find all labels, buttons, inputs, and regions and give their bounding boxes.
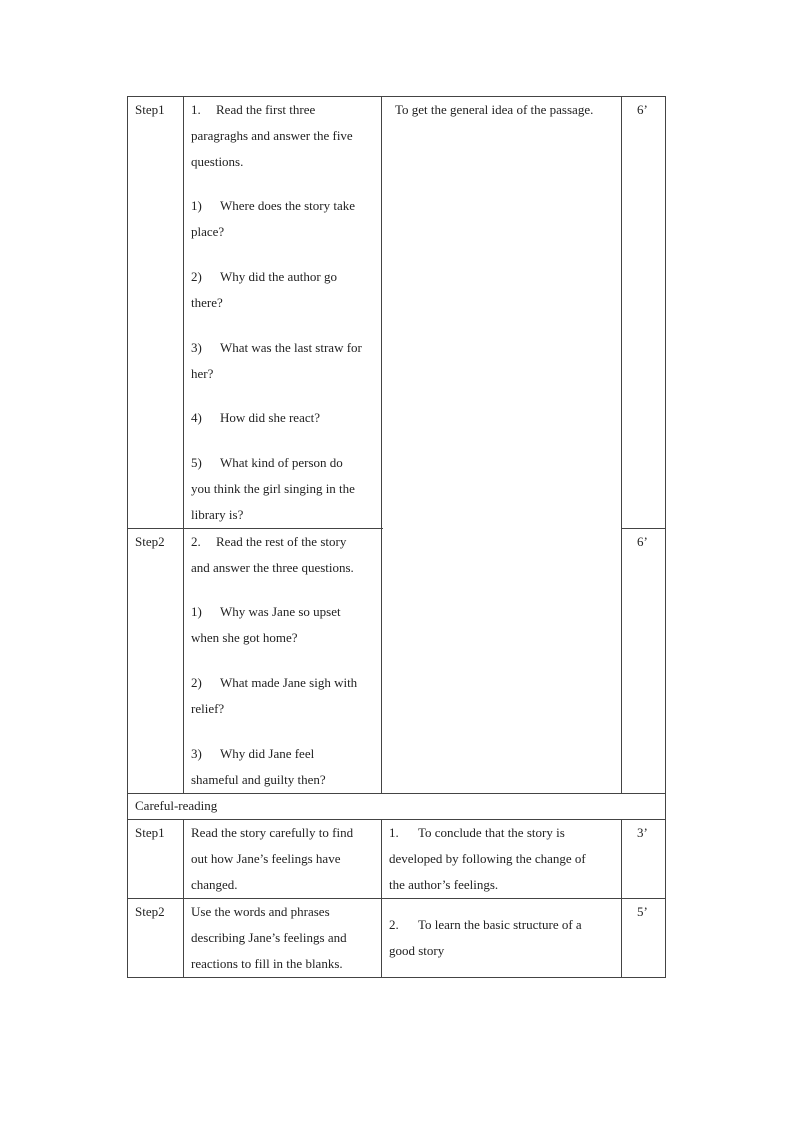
- list-number: 2): [191, 675, 202, 690]
- question-line: relief?: [191, 701, 225, 716]
- question-item: [191, 193, 355, 219]
- list-number: 4): [191, 410, 202, 425]
- question-line: Why did Jane feel: [220, 746, 315, 761]
- list-number: 5): [191, 455, 202, 470]
- question-item: [191, 264, 337, 290]
- purpose-text: To get the general idea of the passage.: [395, 102, 594, 117]
- column-divider: [183, 819, 184, 977]
- step-label: Step2: [135, 534, 165, 549]
- table-border-right: [665, 96, 666, 978]
- activity-line: and answer the three questions.: [191, 560, 354, 575]
- question-line: What kind of person do: [220, 455, 343, 470]
- step-label: Step1: [135, 825, 165, 840]
- question-line: when she got home?: [191, 630, 298, 645]
- activity-line: questions.: [191, 154, 244, 169]
- table-border-left: [127, 96, 128, 978]
- question-line: shameful and guilty then?: [191, 772, 326, 787]
- activity-line: describing Jane’s feelings and: [191, 930, 347, 945]
- question-item: [191, 335, 362, 361]
- activity-line: paragraghs and answer the five: [191, 128, 353, 143]
- activity-line: Read the rest of the story: [216, 534, 347, 549]
- column-divider: [381, 96, 382, 793]
- question-item: [191, 741, 314, 767]
- time-value: 3’: [637, 825, 648, 840]
- purpose-line: developed by following the change of: [389, 851, 586, 866]
- list-number: 2.: [389, 917, 399, 932]
- activity-line: Read the first three: [216, 102, 316, 117]
- list-number: 1.: [389, 825, 399, 840]
- column-divider: [621, 819, 622, 977]
- question-item: [191, 405, 320, 431]
- activity-line: out how Jane’s feelings have: [191, 851, 341, 866]
- step-label: Step2: [135, 904, 165, 919]
- question-item: [191, 670, 357, 696]
- column-divider: [381, 819, 382, 977]
- question-line: What made Jane sigh with: [220, 675, 358, 690]
- list-number: 2): [191, 269, 202, 284]
- question-line: Why was Jane so upset: [220, 604, 341, 619]
- question-line: library is?: [191, 507, 244, 522]
- activity-text: [191, 97, 315, 123]
- list-number: 1): [191, 604, 202, 619]
- activity-line: Use the words and phrases: [191, 904, 330, 919]
- activity-line: reactions to fill in the blanks.: [191, 956, 343, 971]
- table-border-bottom: [127, 977, 666, 978]
- purpose-line: To learn the basic structure of a: [418, 917, 582, 932]
- list-number: 1): [191, 198, 202, 213]
- list-number: 1.: [191, 102, 201, 117]
- purpose-line: good story: [389, 943, 445, 958]
- step-label: Step1: [135, 102, 165, 117]
- question-line: you think the girl singing in the: [191, 481, 355, 496]
- purpose-line: the author’s feelings.: [389, 877, 499, 892]
- question-line: Where does the story take: [220, 198, 356, 213]
- time-value: 6’: [637, 534, 648, 549]
- list-number: 3): [191, 746, 202, 761]
- activity-line: Read the story carefully to find: [191, 825, 354, 840]
- column-divider: [183, 96, 184, 793]
- question-line: place?: [191, 224, 225, 239]
- list-number: 2.: [191, 534, 201, 549]
- activity-line: changed.: [191, 877, 238, 892]
- question-line: Why did the author go: [220, 269, 337, 284]
- question-item: [191, 450, 343, 476]
- question-line: What was the last straw for: [220, 340, 362, 355]
- purpose-text: [389, 912, 582, 938]
- purpose-line: To conclude that the story is: [418, 825, 565, 840]
- activity-text: [191, 529, 346, 555]
- question-item: [191, 599, 341, 625]
- section-header: Careful-reading: [135, 798, 218, 813]
- question-line: her?: [191, 366, 214, 381]
- question-line: there?: [191, 295, 223, 310]
- time-value: 6’: [637, 102, 648, 117]
- list-number: 3): [191, 340, 202, 355]
- time-value: 5’: [637, 904, 648, 919]
- question-line: How did she react?: [220, 410, 320, 425]
- purpose-text: [389, 820, 565, 846]
- column-divider: [621, 96, 622, 793]
